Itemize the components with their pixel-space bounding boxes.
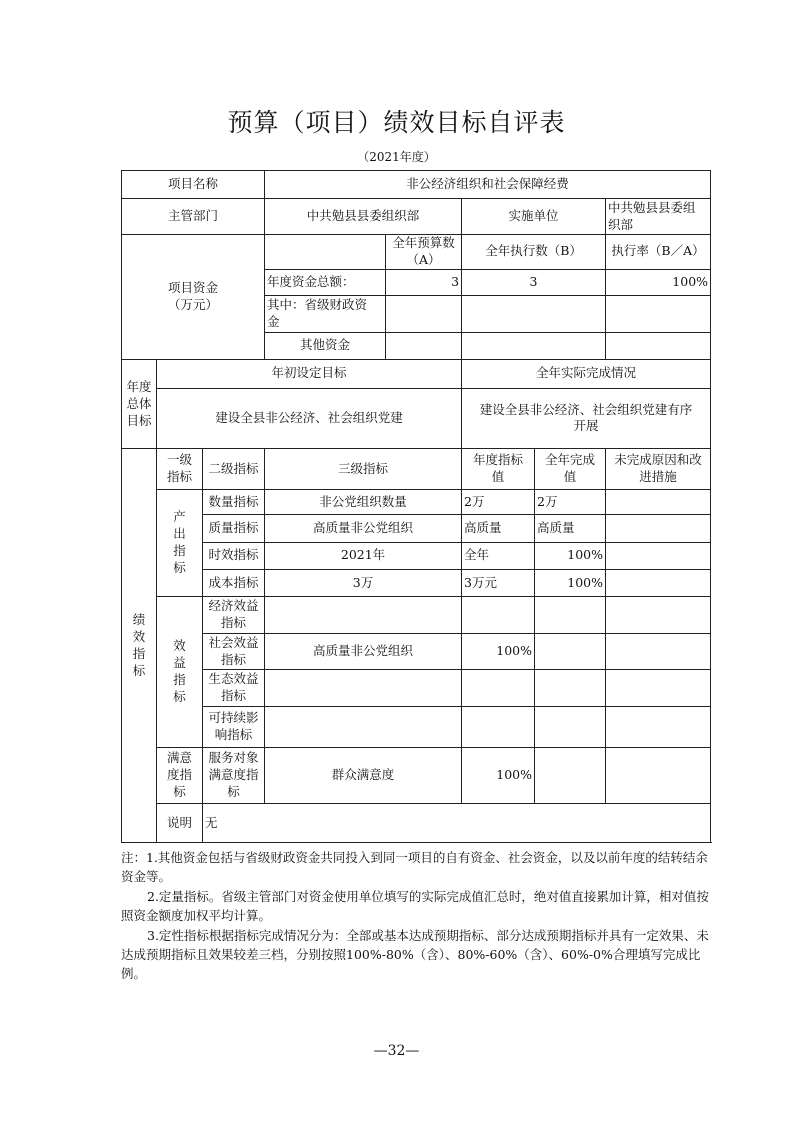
satisfaction-done — [535, 747, 606, 804]
provincial-funds-label: 其中：省级财政资 金 — [265, 296, 386, 333]
page-number: —32— — [373, 1043, 420, 1059]
benefit-reason — [606, 670, 711, 707]
initial-goal-header: 年初设定目标 — [157, 360, 462, 388]
level3-header: 三级指标 — [265, 449, 462, 490]
output-reason — [606, 570, 711, 597]
explain-label: 说明 — [157, 804, 203, 843]
rate-col-header: 执行率（B／A） — [606, 234, 711, 269]
provincial-budget — [386, 296, 462, 333]
reason-header: 未完成原因和改 进措施 — [606, 449, 711, 490]
note-3: 3.定性指标根据指标完成情况分为：全部或基本达成预期指标、部分达成预期指标并具有一定效果、未达成预期指标且效果较差三档，分别按照100%-80%（含）、80%-60%（含）、60%-0%合理填写完成比例。 — [121, 927, 709, 982]
benefit-target — [462, 670, 535, 707]
output-level3: 3万 — [265, 570, 462, 597]
notes — [121, 848, 713, 984]
benefit-reason — [606, 633, 711, 670]
benefit-level2: 社会效益 指标 — [203, 633, 265, 670]
initial-goal-value: 建设全县非公经济、社会组织党建 — [157, 388, 462, 449]
budget-col-header: 全年预算数 （A） — [386, 234, 462, 269]
benefit-target: 100% — [462, 633, 535, 670]
note-2: 2.定量指标。省级主管部门对资金使用单位填写的实际完成值汇总时，绝对值直接累加计算，相对值按照资金额度加权平均计算。 — [121, 888, 709, 924]
output-level2: 数量指标 — [203, 489, 265, 514]
output-reason — [606, 515, 711, 542]
provincial-exec — [462, 296, 606, 333]
note-1: 注：1.其他资金包括与省级财政资金共同投入到同一项目的自有资金、社会资金，以及以前年度的结转结余资金等。 — [121, 850, 708, 885]
exec-col-header: 全年执行数（B） — [462, 234, 606, 269]
perf-indicators-label: 绩 效 指 标 — [122, 449, 157, 843]
form-title: 预算（项目）绩效目标自评表 — [227, 108, 566, 137]
target-value-header: 年度指标 值 — [462, 449, 535, 490]
output-done: 2万 — [535, 489, 606, 514]
output-level2: 质量指标 — [203, 515, 265, 542]
benefit-done — [535, 597, 606, 634]
benefit-level3 — [265, 670, 462, 707]
benefit-done — [535, 706, 606, 747]
completed-value-header: 全年完成 值 — [535, 449, 606, 490]
provincial-rate — [606, 296, 711, 333]
satisfaction-indicators-label: 满意 度指 标 — [157, 747, 203, 804]
output-level3: 高质量非公党组织 — [265, 515, 462, 542]
benefit-level2: 可持续影 响指标 — [203, 706, 265, 747]
benefit-level2: 生态效益 指标 — [203, 670, 265, 707]
funds-label: 项目资金 （万元） — [122, 234, 265, 359]
annual-total-rate: 100% — [606, 269, 711, 295]
form-year: （2021年度） — [357, 150, 436, 164]
explain-value: 无 — [203, 804, 711, 843]
actual-goal-value: 建设全县非公经济、社会组织党建有序 开展 — [462, 388, 711, 449]
benefit-level3 — [265, 706, 462, 747]
level2-header: 二级指标 — [203, 449, 265, 490]
satisfaction-level3: 群众满意度 — [265, 747, 462, 804]
output-target: 高质量 — [462, 515, 535, 542]
benefit-level3: 高质量非公党组织 — [265, 633, 462, 670]
annual-goal-label: 年度 总体 目标 — [122, 360, 157, 449]
annual-total-label: 年度资金总额： — [265, 269, 386, 295]
benefit-indicators-label: 效 益 指 标 — [157, 597, 203, 747]
output-target: 3万元 — [462, 570, 535, 597]
actual-goal-header: 全年实际完成情况 — [462, 360, 711, 388]
benefit-level3 — [265, 597, 462, 634]
output-level3: 非公党组织数量 — [265, 489, 462, 514]
funds-header-blank — [265, 234, 386, 269]
annual-total-budget: 3 — [386, 269, 462, 295]
dept-value: 中共勉县县委组织部 — [265, 199, 462, 234]
benefit-done — [535, 633, 606, 670]
benefit-done — [535, 670, 606, 707]
benefit-target — [462, 706, 535, 747]
output-done: 100% — [535, 542, 606, 569]
other-rate — [606, 332, 711, 359]
output-reason — [606, 489, 711, 514]
level1-header: 一级 指标 — [157, 449, 203, 490]
output-level2: 成本指标 — [203, 570, 265, 597]
other-budget — [386, 332, 462, 359]
satisfaction-target: 100% — [462, 747, 535, 804]
impl-label: 实施单位 — [462, 199, 606, 234]
output-target: 全年 — [462, 542, 535, 569]
output-indicators-label: 产 出 指 标 — [157, 489, 203, 596]
other-exec — [462, 332, 606, 359]
benefit-reason — [606, 706, 711, 747]
self-evaluation-table — [121, 170, 711, 843]
project-name-value: 非公经济组织和社会保障经费 — [265, 171, 711, 199]
satisfaction-level2: 服务对象 满意度指 标 — [203, 747, 265, 804]
dept-label: 主管部门 — [122, 199, 265, 234]
impl-value: 中共勉县县委组 织部 — [606, 199, 711, 234]
output-done: 高质量 — [535, 515, 606, 542]
project-name-label: 项目名称 — [122, 171, 265, 199]
benefit-target — [462, 597, 535, 634]
output-level3: 2021年 — [265, 542, 462, 569]
annual-total-exec: 3 — [462, 269, 606, 295]
benefit-level2: 经济效益 指标 — [203, 597, 265, 634]
output-reason — [606, 542, 711, 569]
satisfaction-reason — [606, 747, 711, 804]
output-done: 100% — [535, 570, 606, 597]
other-funds-label: 其他资金 — [265, 332, 386, 359]
output-target: 2万 — [462, 489, 535, 514]
output-level2: 时效指标 — [203, 542, 265, 569]
benefit-reason — [606, 597, 711, 634]
